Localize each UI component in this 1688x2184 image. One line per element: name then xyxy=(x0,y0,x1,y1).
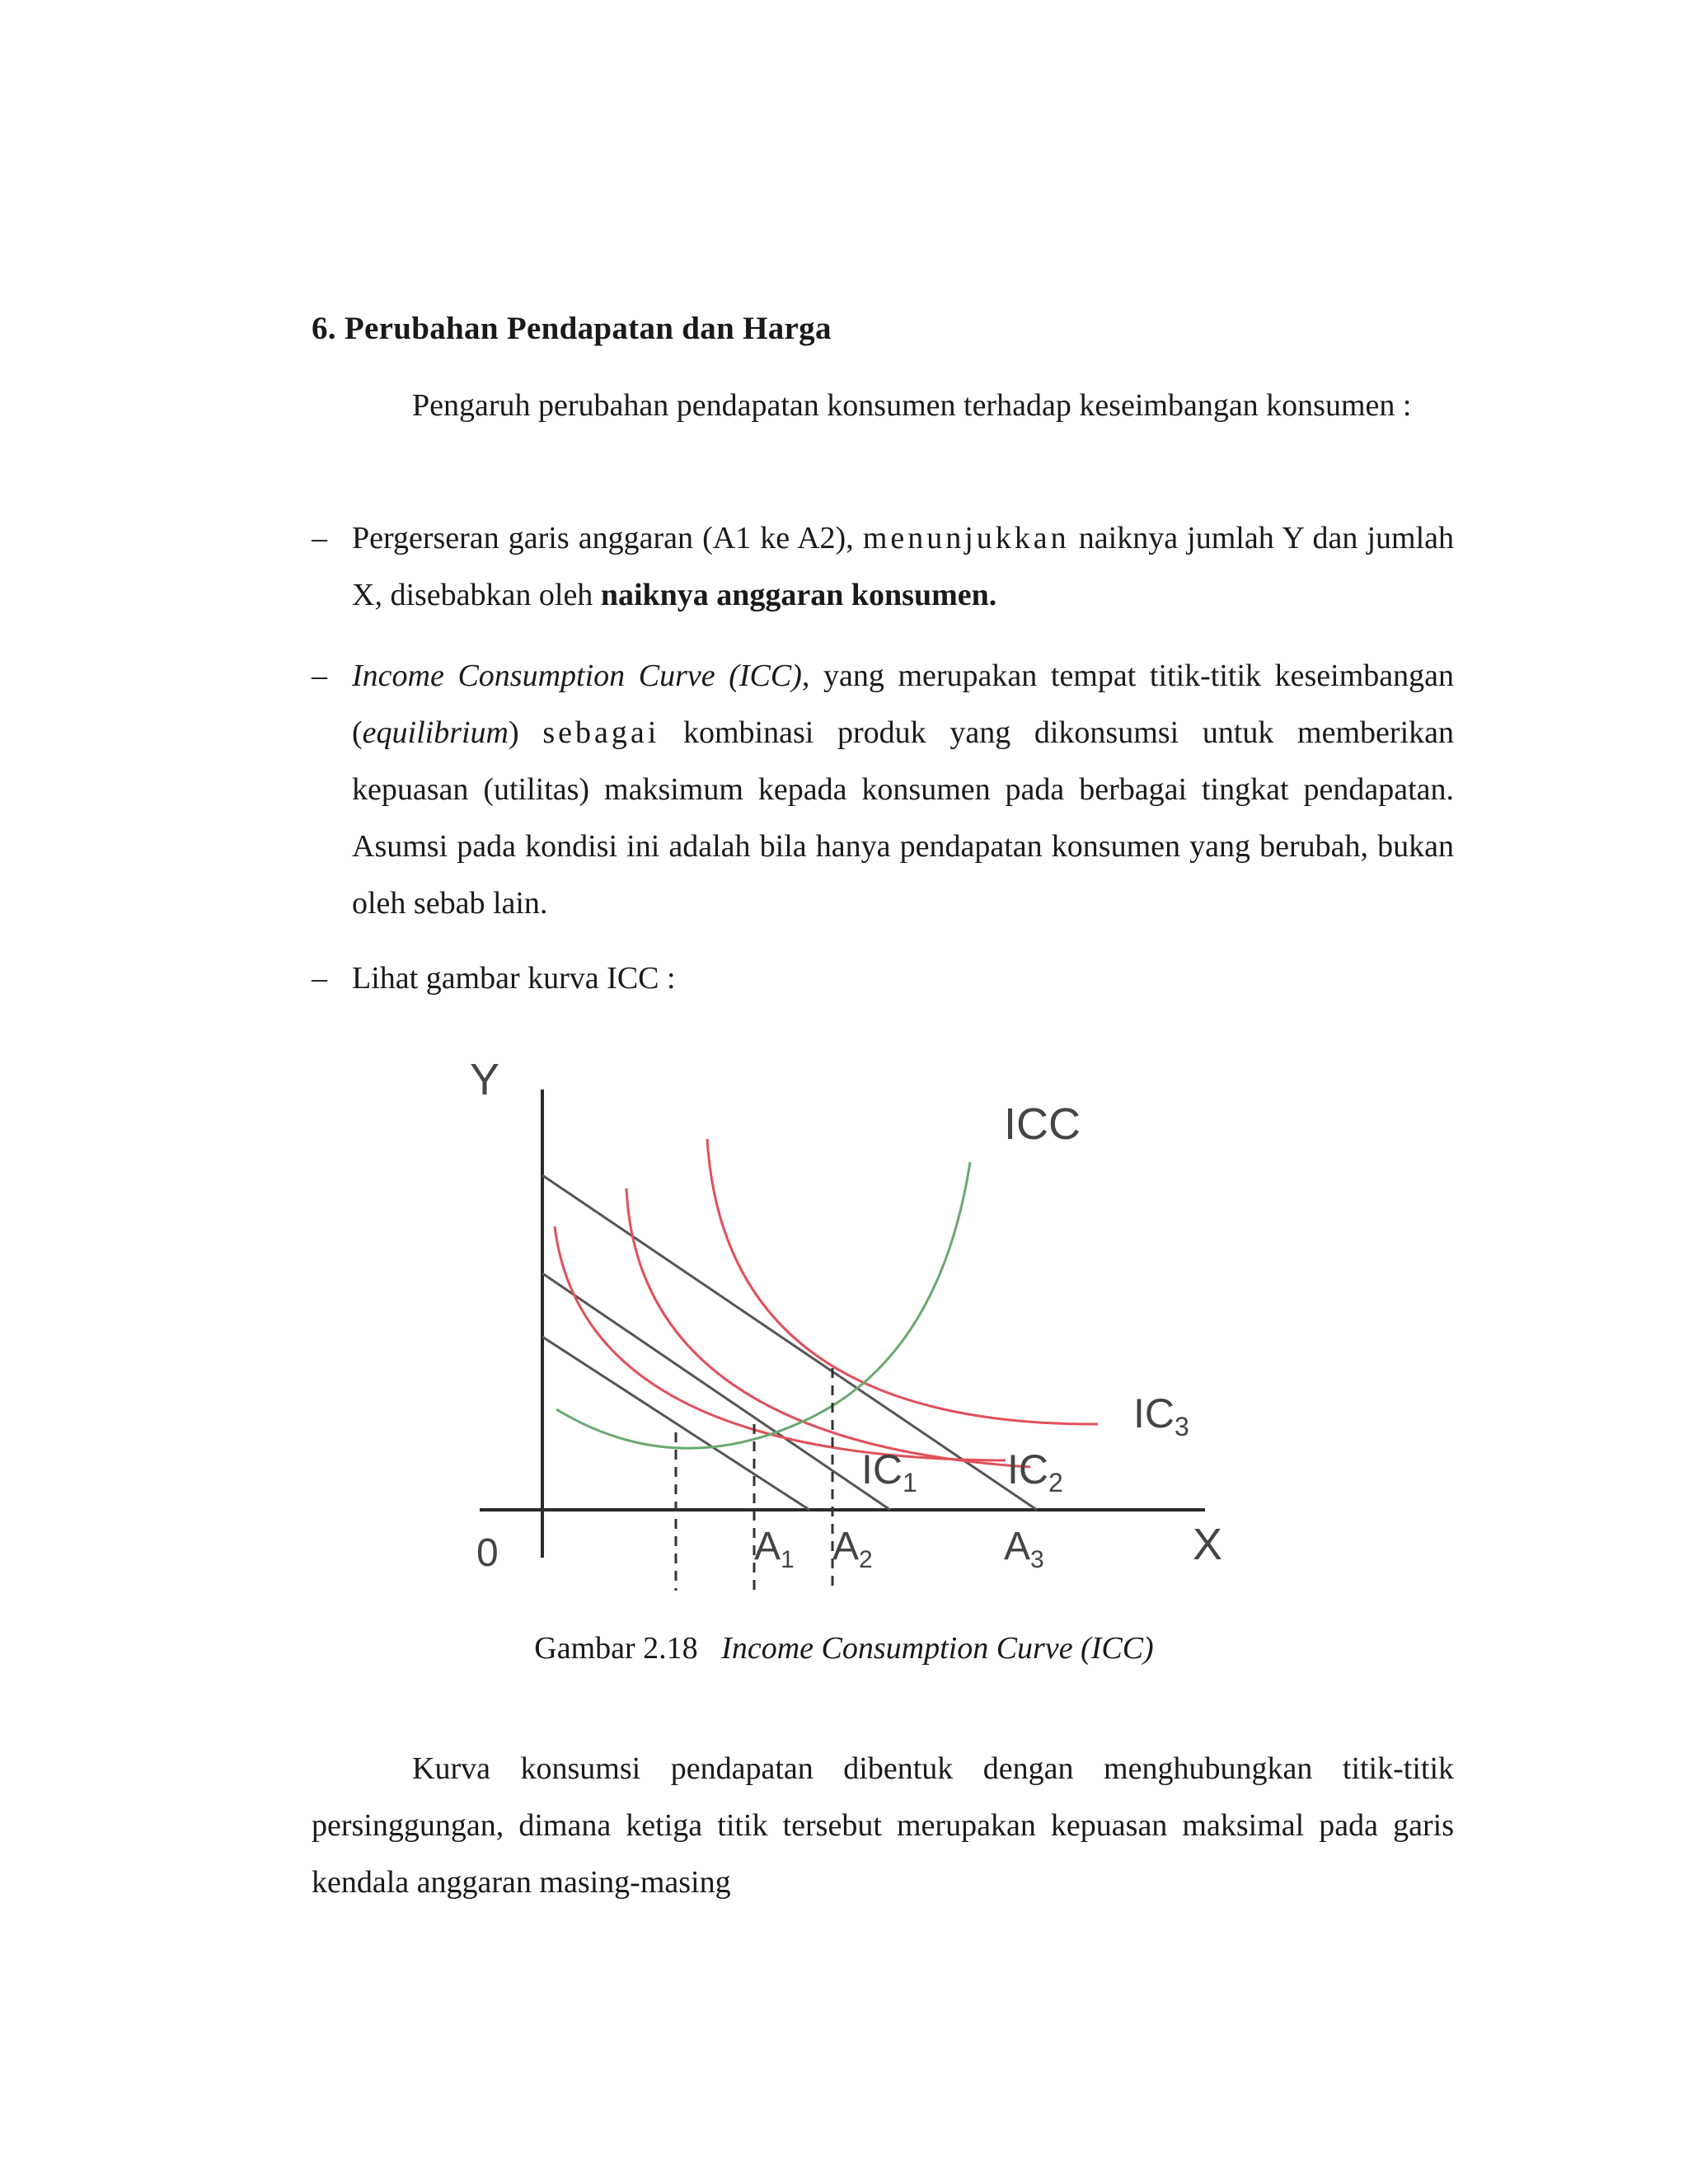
x-axis-label: X xyxy=(1193,1520,1223,1569)
bullet-text xyxy=(352,648,1454,932)
bullet-item-icc-definition xyxy=(312,648,1454,932)
ic1-label: $IC_1$ xyxy=(861,1446,917,1497)
bullet-2-text-a: yang merupakan tempat titik-titik keseimbangan ( xyxy=(352,658,1454,750)
y-axis-label: Y xyxy=(470,1055,500,1104)
section-heading: 6. Perubahan Pendapatan dan Harga xyxy=(312,311,832,346)
a1-label: $A_1$ xyxy=(754,1525,795,1573)
origin-label: 0 xyxy=(476,1531,499,1575)
bullet-item-see-figure xyxy=(312,950,1454,1007)
indifference-curve-ic2 xyxy=(626,1188,1030,1467)
budget-line-a2 xyxy=(542,1273,890,1510)
bullet-dash: – xyxy=(312,961,327,996)
bullet-item-budget-shift xyxy=(312,510,1454,624)
indifference-curve-ic1 xyxy=(555,1226,1006,1460)
icc-figure xyxy=(462,1047,1245,1607)
bullet-text: Lihat gambar kurva ICC : xyxy=(352,961,676,996)
a2-label: $A_2$ xyxy=(832,1525,873,1573)
bullet-2-text-b: ) xyxy=(508,715,519,750)
closing-paragraph: Kurva konsumsi pendapatan dibentuk dengan menghubungkan titik-titik persinggungan, dimana ketiga titik tersebut merupakan kepuasan maksimal pada garis kendala anggaran masing-masing xyxy=(312,1751,1454,1900)
indifference-curve-ic3 xyxy=(707,1139,1098,1424)
bullet-dash: – xyxy=(312,658,327,693)
intro-paragraph: Pengaruh perubahan pendapatan konsumen terhadap keseimbangan konsumen : xyxy=(412,388,1412,423)
icc-label: ICC xyxy=(1004,1099,1081,1149)
bullet-2-italic-term: Income Consumption Curve (ICC), xyxy=(352,658,810,693)
bullet-text xyxy=(352,510,1454,624)
bullet-1-text-middle: naiknya jumlah Y dan jumlah X, disebabkan oleh xyxy=(352,521,1454,612)
a3-label: $A_3$ xyxy=(1004,1525,1044,1573)
caption-title: Income Consumption Curve (ICC) xyxy=(721,1631,1154,1666)
bullet-2-spaced-word: sebagai xyxy=(542,715,660,750)
ic3-label: $IC_3$ xyxy=(1133,1390,1189,1441)
bullet-dash: – xyxy=(312,521,327,555)
caption-prefix: Gambar 2.18 xyxy=(534,1631,698,1666)
bullet-2-italic-equilibrium: equilibrium xyxy=(362,715,509,750)
ic2-label: $IC_2$ xyxy=(1007,1446,1063,1497)
bullet-1-text-start: Pergerseran garis anggaran (A1 ke A2), xyxy=(352,521,854,555)
bullet-1-bold-phrase: naiknya anggaran konsumen. xyxy=(600,578,997,612)
bullet-2-text-c: kombinasi produk yang dikonsumsi untuk memberikan kepuasan (utilitas) maksimum kepada konsumen pada berbagai tingkat pendapatan. Asumsi pada kondisi ini adalah bila hanya pendapatan konsumen yang berubah, bukan oleh sebab lain. xyxy=(352,715,1454,921)
bullet-1-spaced-word: menunjukkan xyxy=(862,521,1070,555)
figure-caption xyxy=(0,1630,1688,1666)
